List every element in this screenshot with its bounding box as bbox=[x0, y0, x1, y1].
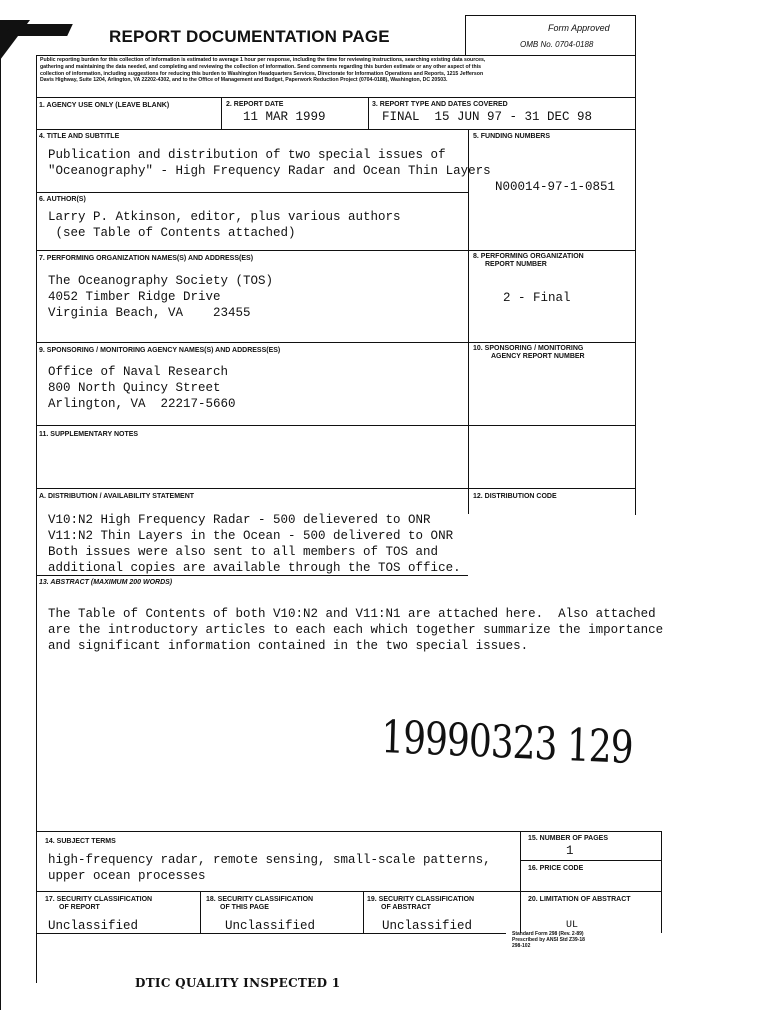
num-pages: 1 bbox=[566, 844, 574, 858]
sponsoring-line: Arlington, VA 22217-5660 bbox=[48, 397, 236, 411]
standard-form-line: 298-102 bbox=[512, 943, 531, 949]
subject-terms-label: 14. SUBJECT TERMS bbox=[45, 838, 116, 845]
burden-statement bbox=[40, 57, 630, 84]
sec-report-label-line: 17. SECURITY CLASSIFICATION bbox=[45, 896, 153, 903]
sec-page-label-line: OF THIS PAGE bbox=[220, 904, 269, 911]
abstract-label: 13. ABSTRACT (MAXIMUM 200 WORDS) bbox=[39, 579, 173, 586]
performing-org-line: Virginia Beach, VA 23455 bbox=[48, 306, 251, 320]
sponsoring-report-label-line: 10. SPONSORING / MONITORING bbox=[473, 345, 584, 352]
sponsoring-line: Office of Naval Research bbox=[48, 365, 229, 379]
sponsoring-report-label-line: AGENCY REPORT NUMBER bbox=[491, 353, 585, 360]
limitation-value: UL bbox=[566, 920, 579, 931]
sponsoring-line: 800 North Quincy Street bbox=[48, 381, 221, 395]
report-date: 11 MAR 1999 bbox=[243, 110, 326, 124]
distribution-code-label: 12. DISTRIBUTION CODE bbox=[473, 493, 557, 500]
abstract-line: and significant information contained in the two special issues. bbox=[48, 639, 529, 653]
sec-abstract: Unclassified bbox=[382, 919, 473, 933]
subject-terms-line: high-frequency radar, remote sensing, small-scale patterns, bbox=[48, 853, 491, 867]
standard-form-line: Prescribed by ANSI Std Z39-18 bbox=[512, 937, 585, 943]
performing-report-label bbox=[473, 253, 584, 269]
performing-org-line: 4052 Timber Ridge Drive bbox=[48, 290, 221, 304]
sec-abstract-label-line: OF ABSTRACT bbox=[381, 904, 431, 911]
sec-report: Unclassified bbox=[48, 919, 139, 933]
performing-report-label-line: REPORT NUMBER bbox=[485, 261, 547, 268]
accession-stamp: 19990323 129 bbox=[380, 712, 634, 775]
title-value bbox=[48, 147, 491, 179]
abstract-line: The Table of Contents of both V10:N2 and V11:N1 are attached here. Also attached bbox=[48, 607, 656, 621]
standard-form-note bbox=[512, 931, 585, 949]
distribution-label: A. DISTRIBUTION / AVAILABILITY STATEMENT bbox=[39, 493, 195, 500]
performing-org-label: 7. PERFORMING ORGANIZATION NAMES(S) AND ADDRESS(ES) bbox=[39, 255, 254, 262]
authors-line: (see Table of Contents attached) bbox=[48, 226, 296, 240]
performing-report-number: 2 - Final bbox=[503, 291, 571, 305]
page-title: REPORT DOCUMENTATION PAGE bbox=[109, 27, 390, 46]
supplementary-label: 11. SUPPLEMENTARY NOTES bbox=[39, 431, 139, 438]
scan-left-edge bbox=[0, 20, 1, 1010]
title-line: "Oceanography" - High Frequency Radar and Ocean Thin Layers bbox=[48, 164, 491, 178]
sec-page-label bbox=[206, 896, 313, 912]
standard-form-line: Standard Form 298 (Rev. 2-89) bbox=[512, 931, 584, 937]
subject-terms-value bbox=[48, 852, 491, 884]
burden-line: collection of information, including suggestions for reducing this burden to Washington Headquarters Services, Directorate for Information Operations and Reports, 1215 Jefferson bbox=[40, 70, 484, 77]
sec-abstract-label-line: 19. SECURITY CLASSIFICATION bbox=[367, 896, 475, 903]
burden-line: Public reporting burden for this collection of information is estimated to average 1 hour per response, including the time for reviewing instructions, searching existing data sources, bbox=[40, 57, 486, 63]
distribution-value bbox=[48, 512, 461, 576]
sponsoring-label: 9. SPONSORING / MONITORING AGENCY NAMES(S) AND ADDRESS(ES) bbox=[39, 347, 281, 354]
agency-use-label: 1. AGENCY USE ONLY (LEAVE BLANK) bbox=[39, 102, 170, 109]
sec-report-label bbox=[45, 896, 152, 912]
performing-org-line: The Oceanography Society (TOS) bbox=[48, 274, 274, 288]
distribution-line: additional copies are available through the TOS office. bbox=[48, 561, 461, 575]
sponsoring-value bbox=[48, 364, 236, 412]
title-label: 4. TITLE AND SUBTITLE bbox=[39, 133, 120, 140]
report-type: FINAL 15 JUN 97 - 31 DEC 98 bbox=[382, 110, 593, 124]
limitation-label: 20. LIMITATION OF ABSTRACT bbox=[528, 896, 631, 903]
distribution-line: V10:N2 High Frequency Radar - 500 delievered to ONR bbox=[48, 513, 431, 527]
burden-line: Davis Highway, Suite 1204, Arlington, VA 22202-4302, and to the Office of Management and Budget, Paperwork Reduction Project (0704-0188), Washington, DC 20503. bbox=[40, 77, 448, 84]
distribution-line: Both issues were also sent to all members of TOS and bbox=[48, 545, 439, 559]
num-pages-label: 15. NUMBER OF PAGES bbox=[528, 835, 608, 842]
omb-number: OMB No. 0704-0188 bbox=[520, 40, 594, 49]
authors-label: 6. AUTHOR(S) bbox=[39, 196, 86, 203]
funding-number: N00014-97-1-0851 bbox=[495, 180, 616, 194]
price-code-label: 16. PRICE CODE bbox=[528, 865, 584, 872]
funding-label: 5. FUNDING NUMBERS bbox=[473, 133, 551, 140]
distribution-line: V11:N2 Thin Layers in the Ocean - 500 delivered to ONR bbox=[48, 529, 454, 543]
sec-report-label-line: OF REPORT bbox=[59, 904, 100, 911]
scan-corner-mark bbox=[5, 24, 73, 36]
title-line: Publication and distribution of two special issues of bbox=[48, 148, 446, 162]
subject-terms-line: upper ocean processes bbox=[48, 869, 206, 883]
performing-report-label-line: 8. PERFORMING ORGANIZATION bbox=[473, 253, 584, 260]
authors-value bbox=[48, 209, 401, 241]
dtic-quality-stamp: DTIC QUALITY INSPECTED 1 bbox=[135, 976, 341, 990]
report-date-label: 2. REPORT DATE bbox=[226, 101, 284, 108]
form-approved: Form Approved bbox=[548, 23, 610, 33]
abstract-value bbox=[48, 606, 663, 654]
burden-line: gathering and maintaining the data needed, and completing and reviewing the collection of information. Send comments regarding this burden estimate or any other aspect of this bbox=[40, 63, 481, 70]
abstract-line: are the introductory articles to each each which together summarize the importance bbox=[48, 623, 664, 637]
report-type-label: 3. REPORT TYPE AND DATES COVERED bbox=[372, 101, 508, 108]
sec-page: Unclassified bbox=[225, 919, 316, 933]
sponsoring-report-label bbox=[473, 345, 585, 361]
authors-line: Larry P. Atkinson, editor, plus various authors bbox=[48, 210, 401, 224]
performing-org-value bbox=[48, 273, 273, 321]
sec-abstract-label bbox=[367, 896, 474, 912]
sec-page-label-line: 18. SECURITY CLASSIFICATION bbox=[206, 896, 314, 903]
